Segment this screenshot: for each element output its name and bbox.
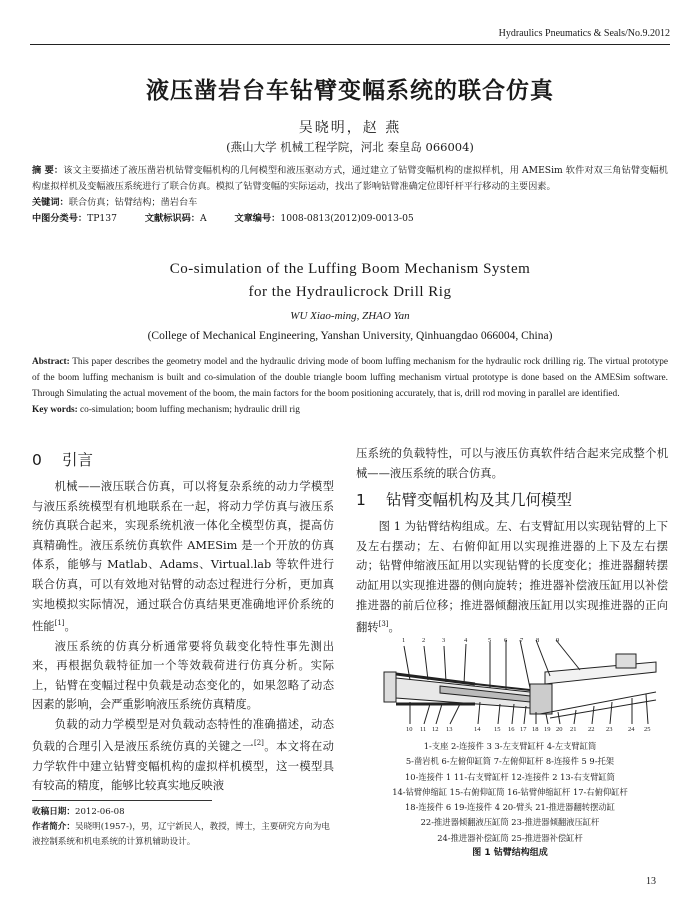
right-column-continuation: 压系统的负载特性，可以与液压仿真软件结合起来完成整个机械——液压系统的联合仿真。	[356, 447, 668, 480]
figure-top-label: 9	[556, 637, 560, 644]
figure-bottom-label: 12	[432, 726, 439, 732]
section-0-title: 引言	[62, 451, 94, 469]
article-no-label: 文章编号：	[234, 213, 281, 224]
keywords-en-text: co-simulation; boom luffing mechanism; hydraulic drill rig	[77, 405, 300, 415]
abstract-cn-text: 该文主要描述了液压凿岩机钻臂变幅机构的几何模型和液压驱动方式，通过建立了钻臂变幅机构的虚拟样机，用 AMESim 软件对双三角钻臂变幅机构虚拟样机及变幅液压系统进行了联合仿真。模拟了钻臂变幅的实际运动，找出了影响钻臂准确定位即钎杆平行移动的主要因素。	[32, 165, 668, 192]
section-1-number: 1	[356, 491, 366, 510]
citation: [3]	[378, 620, 389, 629]
header-rule	[30, 44, 670, 45]
caption-line: 1-支座 2-连接件 3 3-左支臂缸杆 4-左支臂缸筒	[423, 741, 597, 751]
classification-line	[32, 211, 668, 227]
boom-structure-figure	[380, 632, 660, 732]
figure-bottom-label: 24	[628, 726, 635, 732]
boom-head	[530, 684, 552, 714]
footnote-rule	[32, 800, 212, 801]
para-end: 。	[64, 619, 76, 633]
title-en-line-1: Co-simulation of the Luffing Boom Mechanism System	[169, 261, 531, 277]
figure-bottom-label: 15	[494, 726, 501, 732]
figure-bottom-label: 25	[644, 726, 651, 732]
authors-en: WU Xiao-ming, ZHAO Yan	[290, 310, 410, 322]
section-0-para-2: 液压系统的仿真分析通常要将负载变化特性事先测出来，再根据负载特征加一个等效载荷进行仿真分析。实际上，钻臂在变幅过程中负载是动态变化的，如果忽略了动态因素的影响，会严重影响液压系统仿真精度。	[32, 639, 334, 712]
section-0-para-3	[32, 715, 334, 796]
caption-line: 5-凿岩机 6-左俯仰缸筒 7-左俯仰缸杆 8-连接件 5 9-托架	[405, 756, 615, 767]
figure-bottom-label: 17	[520, 726, 527, 732]
abstract-en	[32, 354, 668, 418]
abstract-cn	[32, 163, 668, 227]
section-1-para-1	[356, 517, 668, 637]
received-date	[32, 805, 332, 820]
section-0-number: 0	[32, 451, 42, 469]
caption-line: 24-推进器补偿缸筒 25-推进器补偿缸杆	[437, 832, 583, 843]
para-text: 负载的动力学模型是对负载动态特性的准确描述，动态负载的合理引入是液压系统仿真的关键之一	[32, 717, 334, 754]
abstract-cn-label: 摘 要：	[32, 165, 64, 176]
figure-bottom-label: 20	[556, 726, 563, 732]
doc-code-value: A	[199, 213, 207, 224]
figure-top-label: 1	[402, 637, 406, 644]
figure-title: 图 1 钻臂结构组成	[472, 848, 548, 859]
para-text-cont: 。本文将在动力学软件中建立钻臂变幅机构的虚拟样机模型，这一模型具有较高的精度，能够比较真实地反映液	[32, 740, 334, 793]
received-label: 收稿日期：	[32, 807, 75, 817]
figure-top-labels	[402, 637, 559, 644]
received-value: 2012-06-08	[74, 807, 125, 817]
figure-bottom-label: 13	[446, 726, 453, 732]
figure-bottom-label: 23	[606, 726, 613, 732]
title-en-line-2: for the Hydraulicrock Drill Rig	[248, 284, 452, 300]
feeder	[545, 662, 656, 684]
figure-top-label: 8	[536, 637, 540, 644]
abstract-cn-body	[32, 163, 668, 195]
doc-code-label: 文献标识码：	[144, 213, 200, 224]
figure-top-label: 6	[504, 637, 508, 644]
rock-drill	[616, 654, 636, 668]
para-text: 机械——液压联合仿真，可以将复杂系统的动力学模型与液压系统模型有机地联系在一起，将动力学仿真与液压系统仿真联合起来，实现系统机液一体化全模型仿真，提高仿真精确性。液压系统仿真软件 AMESim 是一个开放的仿真体系，能够与 Matlab、Adams、Virtual.lab 等软件进行联合仿真，可以有效地对钻臂的动态过程进行分析，更加真实地模拟实际情况，通过联合仿真结果更准确地评价系统的性能	[32, 480, 334, 633]
figure-bottom-label: 11	[420, 726, 427, 732]
citation: [1]	[54, 619, 65, 628]
keywords-cn	[32, 195, 668, 211]
authors-cn: 吴晓明，赵 燕	[298, 120, 402, 136]
figure-bottom-label: 22	[588, 726, 595, 732]
right-column	[356, 444, 668, 638]
figure-bottom-label: 18	[532, 726, 539, 732]
figure-bottom-label: 14	[474, 726, 481, 732]
base-support	[384, 672, 396, 702]
figure-bottom-label: 16	[508, 726, 515, 732]
affiliation-en: (College of Mechanical Engineering, Yanshan University, Qinhuangdao 066004, China)	[147, 330, 553, 342]
author-bio-text: 吴晓明(1957-)，男，辽宁新民人，教授，博士，主要研究方向为电液控制系统和机电系统的计算机辅助设计。	[32, 822, 330, 847]
article-no-value: 1008-0813(2012)09-0013-05	[280, 213, 414, 224]
keywords-en	[32, 402, 668, 418]
figure-caption	[352, 739, 668, 861]
citation: [2]	[253, 739, 264, 748]
caption-line: 10-连接件 1 11-右支臂缸杆 12-连接件 2 13-右支臂缸筒	[405, 771, 615, 782]
figure-top-label: 7	[520, 637, 524, 644]
keywords-cn-text: 联合仿真；钻臂结构；凿岩台车	[68, 197, 198, 208]
caption-line: 18-连接件 6 19-连接件 4 20-臂头 21-推进器翻转摆动缸	[405, 802, 615, 813]
figure-top-label: 4	[464, 637, 468, 644]
section-1-heading	[356, 489, 668, 511]
page-number: 13	[646, 876, 656, 887]
footnote	[32, 805, 332, 850]
author-bio-label: 作者简介：	[32, 822, 75, 832]
section-0-heading	[32, 449, 334, 471]
caption-line: 14-钻臂伸缩缸 15-右俯仰缸筒 16-钻臂伸缩缸杆 17-右俯仰缸杆	[392, 786, 628, 797]
para-text: 图 1 为钻臂结构组成。左、右支臂缸用以实现钻臂的上下及左右摆动；左、右俯仰缸用以实现推进器的上下及左右摆动；钻臂伸缩液压缸用以实现钻臂的长度变化；推进器翻转摆动缸用以实现推进器的侧向旋转；推进器补偿液压缸用以补偿推进器的前后位移；推进器倾翻液压缸用以实现推进器的正向翻转	[356, 520, 668, 634]
paper-title-cn: 液压凿岩台车钻臂变幅系统的联合仿真	[146, 78, 554, 104]
section-1-title: 钻臂变幅机构及其几何模型	[386, 491, 573, 510]
abstract-en-text: This paper describes the geometry model and the hydraulic driving mode of boom luffing mechanism for the hydraulic rock drilling rig. The virtual prototype of the boom luffing mechanism is built and co-simulation of the double triangle boom luffing mechanism virtual prototype is done based on the AMESim software. Through Simulating the actual movement of the boom, the main factors for the boom positioning accurately, that is, drill rod moving in parallel are identified.	[32, 357, 668, 399]
caption-line: 22-推进器倾翻液压缸筒 23-推进器倾翻液压缸杆	[420, 817, 600, 828]
left-column	[32, 447, 334, 796]
figure-top-label: 5	[488, 637, 492, 644]
figure-bottom-label: 19	[544, 726, 551, 732]
author-bio	[32, 820, 332, 850]
keywords-cn-label: 关键词：	[32, 197, 69, 208]
section-0-para-1	[32, 477, 334, 637]
caption-lines	[352, 739, 668, 846]
keywords-en-label: Key words:	[32, 405, 78, 415]
journal-header: Hydraulics Pneumatics & Seals/No.9.2012	[498, 28, 670, 39]
figure-top-label: 3	[442, 637, 446, 644]
abstract-en-label: Abstract:	[32, 357, 70, 367]
para-end: 。	[388, 620, 400, 634]
figure-bottom-labels	[406, 726, 651, 732]
clc-value: TP137	[87, 213, 117, 224]
paper-title-en	[0, 258, 700, 304]
figure-top-label: 2	[422, 637, 426, 644]
figure-bottom-label: 10	[406, 726, 413, 732]
figure-bottom-label: 21	[570, 726, 577, 732]
affiliation-cn: (燕山大学 机械工程学院，河北 秦皇岛 066004)	[226, 140, 474, 154]
clc-label: 中图分类号：	[32, 213, 88, 224]
abstract-en-body	[32, 354, 668, 402]
